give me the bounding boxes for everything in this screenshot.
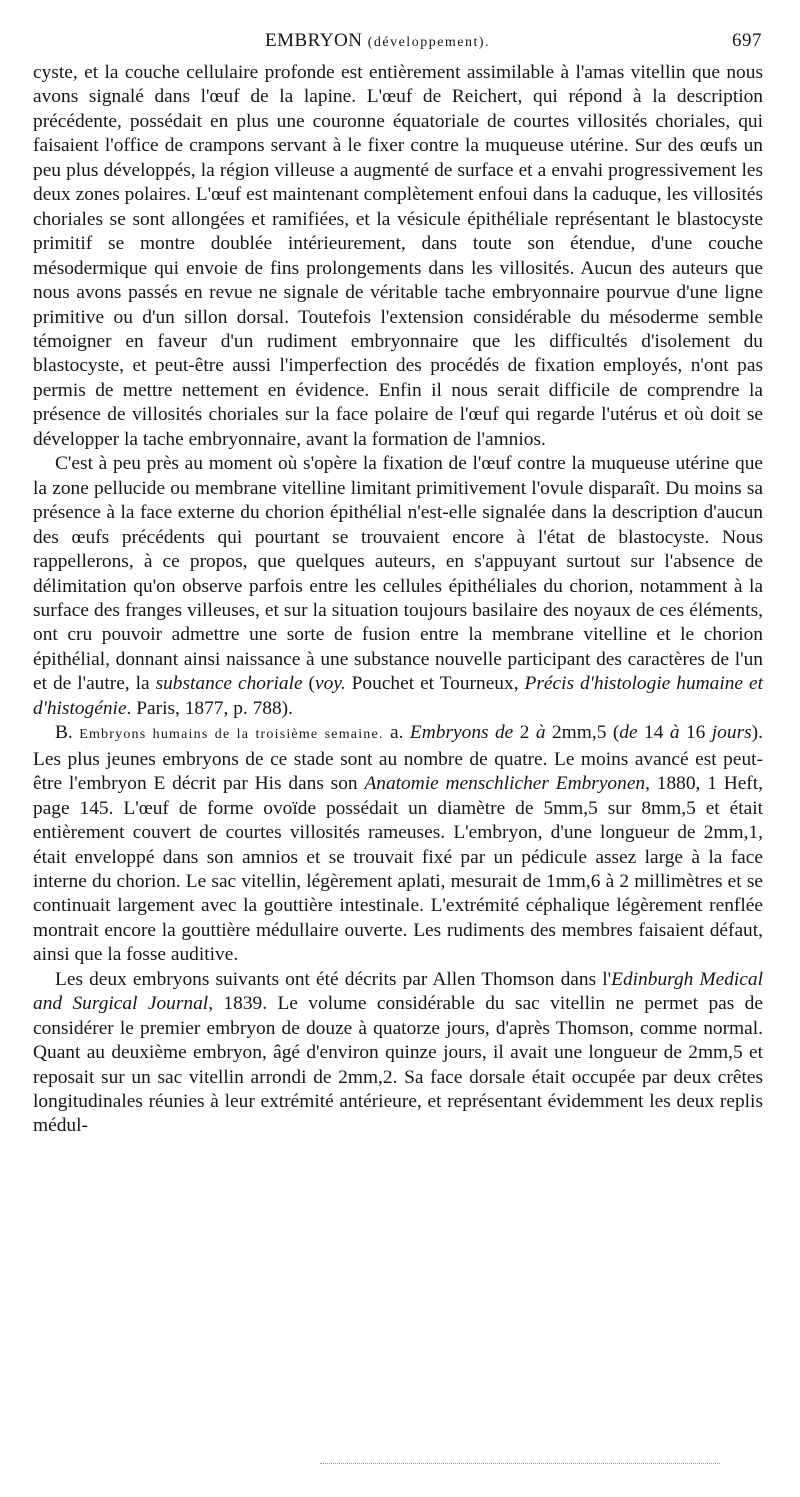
paragraph-3 — [33, 721, 763, 968]
body-text — [33, 61, 763, 1139]
text-run: de — [619, 722, 638, 744]
paragraph-1 — [33, 61, 763, 452]
text-run: 2mm,5 ( — [545, 722, 620, 744]
paragraph-2 — [33, 452, 763, 721]
text-run: à — [535, 722, 546, 744]
text-run: substance choriale — [155, 673, 303, 695]
text-run: Précis d'histologie humaine et d'histogénie — [33, 673, 763, 719]
text-run: C'est à peu près au moment où s'opère la fixation de l'œuf contre la muqueuse utérine que la zone pellucide ou membrane vitelline limitant primitivement l'ovule disparaît. Du moins sa présence à la face externe du chorion épithélial n'est-elle signalée dans la description d'aucun des œufs précédents qui pourtant se trouvaient encore à l'état de blastocyste. Nous rappellerons, à ce propos, que quelques auteurs, en s'appuyant surtout sur l'absence de délimitation qu'on observe parfois entre les cellules épithéliales du chorion, notamment à la surface des franges villeuses, et sur la situation toujours basilaire des noyaux de ces éléments, ont cru pouvoir admettre une sorte de fusion entre la membrane vitelline et le chorion épithélial, donnant ainsi naissance à une substance nouvelle participant des caractères de l'un et de l'autre, la — [33, 453, 763, 695]
text-run: ). Les plus jeunes embryons de ce stade sont au nombre de quatre. Le moins avancé est peut-être l'embryon E décrit par His dans son — [33, 722, 763, 795]
header-title-main: EMBRYON — [265, 30, 363, 51]
text-run: jours — [711, 722, 752, 744]
text-run: Embryons humains de la troisième semaine. — [79, 727, 384, 743]
text-run: Anatomie menschlicher Embryonen — [364, 773, 646, 795]
text-run: Pouchet et Tourneux, — [345, 673, 525, 695]
running-header — [265, 30, 762, 52]
text-run: 16 — [679, 722, 712, 744]
paragraph-4 — [33, 968, 763, 1139]
text-run: ( — [302, 673, 316, 695]
text-run: 2 — [513, 722, 536, 744]
text-run: Les deux embryons suivants ont été décrits par Allen Thomson dans l' — [55, 968, 612, 990]
page-number: 697 — [732, 30, 762, 51]
header-title-sub: (développement). — [367, 35, 491, 50]
text-run: , 1880, 1 Heft, page 145. L'œuf de forme ovoïde possédait un diamètre de 5mm,5 sur 8mm,5 et était entièrement couvert de courtes villosités rameuses. L'embryon, d'une longueur de 2mm,1, était enveloppé dans son amnios et se trouvait fixé par un pédicule assez large à la face interne du chorion. Le sac vitellin, légèrement aplati, mesurait de 1mm,6 à 2 millimètres et se continuait largement avec la gouttière intestinale. L'extrémité céphalique légèrement renflée montrait encore la gouttière médullaire ouverte. Les rudiments des membres faisaient défaut, ainsi que la fosse auditive. — [33, 773, 763, 966]
text-run: . Paris, 1877, p. 788). — [126, 697, 293, 719]
text-run: à — [669, 722, 680, 744]
text-run: B. — [55, 722, 80, 744]
text-run: Embryons de — [409, 722, 514, 744]
text-run: , 1839. Le volume considérable du sac vitellin ne permet pas de considérer le premier embryon de douze à quatorze jours, d'après Thomson, comme normal. Quant au deuxième embryon, âgé d'environ quinze jours, il avait une longueur de 2mm,5 et reposait sur un sac vitellin arrondi de 2mm,2. Sa face dorsale était occupée par deux crêtes longitudinales réunies à leur extrémité antérieure, et représentant évidemment les deux replis médul- — [33, 993, 763, 1137]
text-run: Edinburgh Medical and Surgical Journal — [33, 968, 763, 1015]
text-run: voy. — [315, 673, 346, 695]
text-run: cyste, et la couche cellulaire profonde est entièrement assimilable à l'amas vitellin que nous avons signalé dans l'œuf de la lapine. L'œuf de Reichert, qui répond à la description précédente, possédait en plus une couronne équatoriale de courtes villosités choriales, qui faisaient l'office de crampons servant à le fixer contre la muqueuse utérine. Sur des œufs un peu plus développés, la région villeuse a augmenté de surface et a envahi progressivement les deux zones polaires. L'œuf est maintenant complètement enfoui dans la caduque, les villosités choriales se sont allongées et ramifiées, et la vésicule épithéliale représentant le blastocyste primitif se montre doublée intérieurement, dans toute son étendue, d'une couche mésodermique qui envoie de fins prolongements dans les villosités. Aucun des auteurs que nous avons passés en revue ne signale de véritable tache embryonnaire pourvue d'une ligne primitive ou d'un sillon dorsal. Toutefois l'extension considérable du mésoderme semble témoigner en faveur d'un rudiment embryonnaire que les difficultés d'isolement du blastocyste, et peut-être aussi l'imperfection des procédés de fixation employés, n'ont pas permis de mettre nettement en évidence. Enfin il nous serait difficile de comprendre la présence de villosités choriales sur la face polaire de l'œuf qui regarde l'utérus et où doit se développer la tache embryonnaire, avant la formation de l'amnios. — [33, 62, 763, 450]
text-run: 14 — [637, 722, 670, 744]
text-run: a. — [383, 722, 410, 744]
header-title — [265, 30, 490, 52]
bottom-dotted-rule — [320, 1463, 720, 1464]
